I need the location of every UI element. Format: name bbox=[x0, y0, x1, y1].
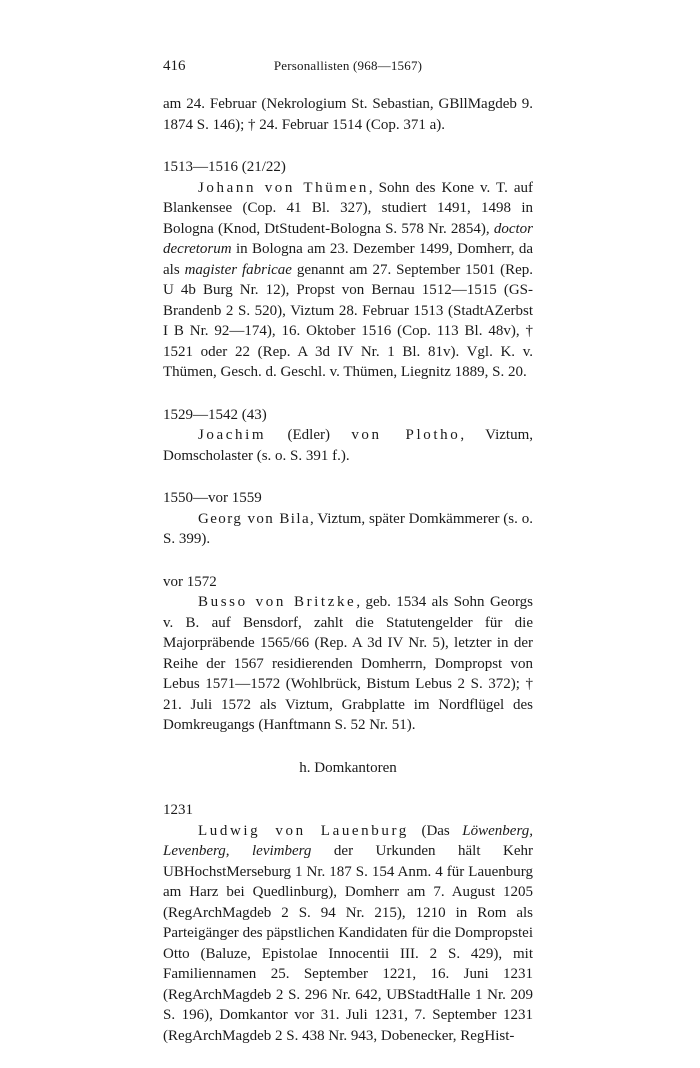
entry-text-part: der Urkunden hält Kehr UBHochstMerseburg 1 Nr. 187 S. 154 Anm. 4 für Lauenburg am Harz bei Quedlinburg), Domherr am 7. August 1205 (RegArchMagdeb 2 S. 94 Nr. 215), 1210 in Rom als Parteigänger des päpstlichen Kandidaten für die Dompropstei Otto (Baluze, Epistolae Innocentii III. 2 S. 429), mit Familiennamen 25. September 1221, 16. Juni 1231 (RegArchMagdeb 2 S. 296 Nr. 642, UBStadtHalle 1 Nr. 209 S. 196), Domkantor vor 31. Juli 1231, 7. September 1231 (RegArchMagdeb 2 S. 438 Nr. 943, Dobenecker, RegHist- bbox=[163, 843, 533, 1044]
person-name: Georg von Bila bbox=[198, 510, 310, 527]
page-number: 416 bbox=[163, 58, 186, 74]
running-head bbox=[163, 58, 533, 78]
person-name: Joachim bbox=[198, 427, 267, 443]
italic-term: magister fabricae bbox=[184, 261, 292, 278]
entry-text-part: (Das bbox=[408, 822, 463, 839]
page-body bbox=[163, 94, 533, 1068]
entry-britzke bbox=[163, 572, 533, 736]
entry-text bbox=[163, 821, 533, 1047]
person-name: Busso von Britzke bbox=[198, 594, 357, 610]
entry-date: 1513—1516 (21/22) bbox=[163, 159, 286, 175]
entry-text-part: , Viztum, später Domkämmerer (s. o. S. 399). bbox=[163, 510, 533, 547]
section-heading: h. Domkantoren bbox=[299, 759, 397, 776]
entry-thuemen bbox=[163, 157, 533, 383]
entry-bila bbox=[163, 488, 533, 550]
person-name: Johann von Thümen bbox=[198, 179, 369, 196]
entry-text bbox=[163, 592, 533, 736]
entry-text bbox=[163, 425, 533, 466]
entry-text-part: in Bologna am 23. Dezember 1499, Domherr, da als bbox=[163, 241, 533, 278]
person-name: von Plotho bbox=[351, 427, 461, 443]
entry-text-part: , Sohn des Kone v. T. auf Blankensee (Cop. 41 Bl. 327), studiert 1491, 1498 in Bologna (Knod, DtStudent-Bologna S. 578 Nr. 2854), bbox=[163, 179, 533, 237]
entry-text bbox=[163, 178, 533, 383]
entry-plotho bbox=[163, 405, 533, 467]
entry-date: 1550—vor 1559 bbox=[163, 490, 262, 506]
entry-text-part: (Edler) bbox=[266, 427, 352, 443]
entry-lauenburg bbox=[163, 800, 533, 1046]
entry-text-part: , Viztum, Domscholaster (s. o. S. 391 f.). bbox=[163, 427, 533, 464]
intro-paragraph: am 24. Februar (Nekrologium St. Sebastian, GBllMagdeb 9. 1874 S. 146); † 24. Februar 1514 (Cop. 371 a). bbox=[163, 96, 533, 133]
running-title: Personallisten (968—1567) bbox=[273, 58, 423, 73]
entry-text bbox=[163, 509, 533, 550]
person-name: Ludwig von Lauenburg bbox=[198, 822, 409, 839]
entry-text-part: , geb. 1534 als Sohn Georgs v. B. auf Bensdorf, zahlt die Statutengelder für die Majorpräbende 1565/66 (Rep. A 3d IV Nr. 5), letzter in der Reihe der 1567 residierenden Domherrn, Dompropst von Lebus 1571—1572 (Wohlbrück, Bistum Lebus 2 S. 372); † 21. Juli 1572 als Viztum, Grabplatte im Nordflügel des Domkreugangs (Hanftmann S. 52 Nr. 51). bbox=[163, 594, 534, 733]
entry-date: vor 1572 bbox=[163, 573, 217, 590]
entry-text-part: genannt am 27. September 1501 (Rep. U 4b Burg Nr. 12), Propst von Bernau 1512—1515 (GS-Brandenb 2 S. 520), Viztum 28. Februar 1513 (StadtAZerbst I B Nr. 92—174), 16. Oktober 1516 (Cop. 113 Bl. 48v), † 1521 oder 22 (Rep. A 3d IV Nr. 1 Bl. 81v). Vgl. K. v. Thümen, Gesch. d. Geschl. v. Thümen, Liegnitz 1889, S. 20. bbox=[163, 261, 533, 380]
italic-term: doctor decretorum bbox=[163, 220, 533, 257]
entry-date: 1529—1542 (43) bbox=[163, 406, 267, 423]
entry-date: 1231 bbox=[163, 802, 193, 818]
italic-term: Löwenberg, Levenberg, levimberg bbox=[163, 822, 533, 859]
